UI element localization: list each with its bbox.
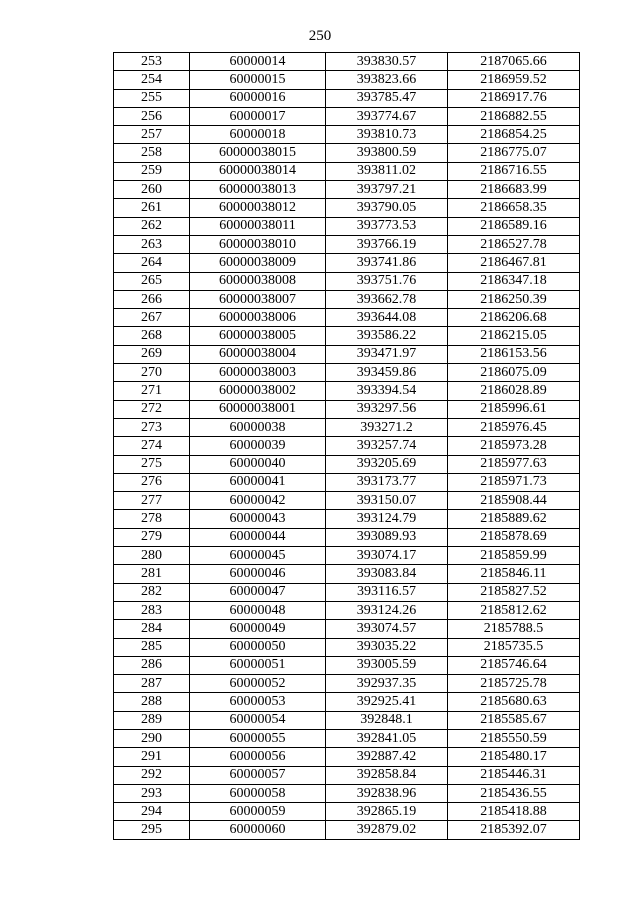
y-coordinate-cell: 2186527.78 <box>448 235 580 253</box>
point-id-cell: 60000040 <box>190 455 326 473</box>
table-row <box>114 766 580 784</box>
table-row <box>114 53 580 71</box>
point-id-cell: 60000015 <box>190 71 326 89</box>
y-coordinate-cell: 2185446.31 <box>448 766 580 784</box>
table-row <box>114 144 580 162</box>
x-coordinate-cell: 392887.42 <box>326 748 448 766</box>
point-number-cell: 284 <box>114 620 190 638</box>
point-id-cell: 60000038009 <box>190 254 326 272</box>
x-coordinate-cell: 393089.93 <box>326 528 448 546</box>
x-coordinate-cell: 393810.73 <box>326 126 448 144</box>
point-number-cell: 276 <box>114 473 190 491</box>
y-coordinate-cell: 2186775.07 <box>448 144 580 162</box>
table-row <box>114 437 580 455</box>
point-number-cell: 271 <box>114 382 190 400</box>
table-row <box>114 620 580 638</box>
point-number-cell: 265 <box>114 272 190 290</box>
y-coordinate-cell: 2186075.09 <box>448 364 580 382</box>
y-coordinate-cell: 2185908.44 <box>448 492 580 510</box>
y-coordinate-cell: 2185996.61 <box>448 400 580 418</box>
point-id-cell: 60000038015 <box>190 144 326 162</box>
point-number-cell: 291 <box>114 748 190 766</box>
table-row <box>114 327 580 345</box>
table-body <box>114 53 580 840</box>
point-id-cell: 60000038013 <box>190 181 326 199</box>
point-number-cell: 257 <box>114 126 190 144</box>
y-coordinate-cell: 2185859.99 <box>448 547 580 565</box>
point-number-cell: 256 <box>114 107 190 125</box>
point-number-cell: 255 <box>114 89 190 107</box>
table-row <box>114 455 580 473</box>
y-coordinate-cell: 2186882.55 <box>448 107 580 125</box>
point-number-cell: 274 <box>114 437 190 455</box>
x-coordinate-cell: 393741.86 <box>326 254 448 272</box>
table-row <box>114 254 580 272</box>
table-row <box>114 528 580 546</box>
point-id-cell: 60000047 <box>190 583 326 601</box>
point-number-cell: 287 <box>114 675 190 693</box>
table-row <box>114 400 580 418</box>
x-coordinate-cell: 393644.08 <box>326 309 448 327</box>
table-row <box>114 199 580 217</box>
y-coordinate-cell: 2185480.17 <box>448 748 580 766</box>
point-number-cell: 295 <box>114 821 190 839</box>
page-number: 250 <box>308 28 332 44</box>
point-id-cell: 60000038008 <box>190 272 326 290</box>
y-coordinate-cell: 2186959.52 <box>448 71 580 89</box>
y-coordinate-cell: 2185846.11 <box>448 565 580 583</box>
table-row <box>114 272 580 290</box>
point-number-cell: 278 <box>114 510 190 528</box>
point-number-cell: 288 <box>114 693 190 711</box>
table-row <box>114 181 580 199</box>
x-coordinate-cell: 392865.19 <box>326 803 448 821</box>
y-coordinate-cell: 2185735.5 <box>448 638 580 656</box>
point-number-cell: 270 <box>114 364 190 382</box>
x-coordinate-cell: 393751.76 <box>326 272 448 290</box>
x-coordinate-cell: 393035.22 <box>326 638 448 656</box>
y-coordinate-cell: 2185746.64 <box>448 656 580 674</box>
table-row <box>114 601 580 619</box>
point-id-cell: 60000038012 <box>190 199 326 217</box>
table-row <box>114 89 580 107</box>
point-id-cell: 60000045 <box>190 547 326 565</box>
table-row <box>114 729 580 747</box>
x-coordinate-cell: 393173.77 <box>326 473 448 491</box>
y-coordinate-cell: 2186028.89 <box>448 382 580 400</box>
y-coordinate-cell: 2185878.69 <box>448 528 580 546</box>
x-coordinate-cell: 393005.59 <box>326 656 448 674</box>
x-coordinate-cell: 393662.78 <box>326 290 448 308</box>
x-coordinate-cell: 393800.59 <box>326 144 448 162</box>
point-id-cell: 60000055 <box>190 729 326 747</box>
table-row <box>114 583 580 601</box>
x-coordinate-cell: 393811.02 <box>326 162 448 180</box>
table-row <box>114 473 580 491</box>
y-coordinate-cell: 2185550.59 <box>448 729 580 747</box>
y-coordinate-cell: 2187065.66 <box>448 53 580 71</box>
y-coordinate-cell: 2186589.16 <box>448 217 580 235</box>
table-row <box>114 711 580 729</box>
y-coordinate-cell: 2185977.63 <box>448 455 580 473</box>
table-row <box>114 693 580 711</box>
point-number-cell: 260 <box>114 181 190 199</box>
x-coordinate-cell: 393083.84 <box>326 565 448 583</box>
y-coordinate-cell: 2185788.5 <box>448 620 580 638</box>
y-coordinate-cell: 2186658.35 <box>448 199 580 217</box>
point-id-cell: 60000017 <box>190 107 326 125</box>
point-number-cell: 262 <box>114 217 190 235</box>
point-number-cell: 263 <box>114 235 190 253</box>
point-number-cell: 289 <box>114 711 190 729</box>
point-number-cell: 280 <box>114 547 190 565</box>
table-row <box>114 821 580 839</box>
point-id-cell: 60000057 <box>190 766 326 784</box>
x-coordinate-cell: 392841.05 <box>326 729 448 747</box>
point-id-cell: 60000051 <box>190 656 326 674</box>
point-number-cell: 266 <box>114 290 190 308</box>
table-row <box>114 492 580 510</box>
table-row <box>114 126 580 144</box>
point-number-cell: 286 <box>114 656 190 674</box>
point-id-cell: 60000038006 <box>190 309 326 327</box>
x-coordinate-cell: 392858.84 <box>326 766 448 784</box>
x-coordinate-cell: 392848.1 <box>326 711 448 729</box>
point-number-cell: 275 <box>114 455 190 473</box>
point-id-cell: 60000038001 <box>190 400 326 418</box>
table-row <box>114 162 580 180</box>
table-row <box>114 309 580 327</box>
x-coordinate-cell: 393471.97 <box>326 345 448 363</box>
table-row <box>114 675 580 693</box>
table-row <box>114 418 580 436</box>
point-id-cell: 60000044 <box>190 528 326 546</box>
point-id-cell: 60000038003 <box>190 364 326 382</box>
y-coordinate-cell: 2186206.68 <box>448 309 580 327</box>
y-coordinate-cell: 2185976.45 <box>448 418 580 436</box>
point-number-cell: 258 <box>114 144 190 162</box>
point-number-cell: 292 <box>114 766 190 784</box>
point-number-cell: 253 <box>114 53 190 71</box>
table-row <box>114 803 580 821</box>
x-coordinate-cell: 393124.79 <box>326 510 448 528</box>
table-row <box>114 656 580 674</box>
x-coordinate-cell: 392879.02 <box>326 821 448 839</box>
point-number-cell: 285 <box>114 638 190 656</box>
point-id-cell: 60000014 <box>190 53 326 71</box>
point-number-cell: 267 <box>114 309 190 327</box>
x-coordinate-cell: 392838.96 <box>326 784 448 802</box>
coordinates-table <box>113 52 580 840</box>
x-coordinate-cell: 393205.69 <box>326 455 448 473</box>
point-number-cell: 293 <box>114 784 190 802</box>
y-coordinate-cell: 2185418.88 <box>448 803 580 821</box>
point-number-cell: 259 <box>114 162 190 180</box>
x-coordinate-cell: 393785.47 <box>326 89 448 107</box>
point-id-cell: 60000049 <box>190 620 326 638</box>
x-coordinate-cell: 392937.35 <box>326 675 448 693</box>
table-row <box>114 748 580 766</box>
x-coordinate-cell: 393797.21 <box>326 181 448 199</box>
point-id-cell: 60000038011 <box>190 217 326 235</box>
x-coordinate-cell: 393124.26 <box>326 601 448 619</box>
point-id-cell: 60000038007 <box>190 290 326 308</box>
x-coordinate-cell: 393766.19 <box>326 235 448 253</box>
table-row <box>114 235 580 253</box>
table-row <box>114 71 580 89</box>
y-coordinate-cell: 2186467.81 <box>448 254 580 272</box>
y-coordinate-cell: 2186716.55 <box>448 162 580 180</box>
table-row <box>114 345 580 363</box>
y-coordinate-cell: 2185889.62 <box>448 510 580 528</box>
point-number-cell: 272 <box>114 400 190 418</box>
point-id-cell: 60000056 <box>190 748 326 766</box>
x-coordinate-cell: 393271.2 <box>326 418 448 436</box>
y-coordinate-cell: 2185812.62 <box>448 601 580 619</box>
x-coordinate-cell: 393297.56 <box>326 400 448 418</box>
point-id-cell: 60000050 <box>190 638 326 656</box>
y-coordinate-cell: 2185436.55 <box>448 784 580 802</box>
point-id-cell: 60000039 <box>190 437 326 455</box>
point-number-cell: 264 <box>114 254 190 272</box>
table-row <box>114 638 580 656</box>
point-id-cell: 60000041 <box>190 473 326 491</box>
y-coordinate-cell: 2185971.73 <box>448 473 580 491</box>
point-number-cell: 281 <box>114 565 190 583</box>
point-id-cell: 60000038010 <box>190 235 326 253</box>
y-coordinate-cell: 2186153.56 <box>448 345 580 363</box>
y-coordinate-cell: 2185973.28 <box>448 437 580 455</box>
table-row <box>114 547 580 565</box>
y-coordinate-cell: 2185827.52 <box>448 583 580 601</box>
x-coordinate-cell: 393074.17 <box>326 547 448 565</box>
y-coordinate-cell: 2185680.63 <box>448 693 580 711</box>
x-coordinate-cell: 393823.66 <box>326 71 448 89</box>
table-row <box>114 217 580 235</box>
table-row <box>114 107 580 125</box>
x-coordinate-cell: 393459.86 <box>326 364 448 382</box>
y-coordinate-cell: 2186347.18 <box>448 272 580 290</box>
point-id-cell: 60000042 <box>190 492 326 510</box>
x-coordinate-cell: 392925.41 <box>326 693 448 711</box>
x-coordinate-cell: 393790.05 <box>326 199 448 217</box>
point-id-cell: 60000038 <box>190 418 326 436</box>
x-coordinate-cell: 393257.74 <box>326 437 448 455</box>
point-id-cell: 60000018 <box>190 126 326 144</box>
point-id-cell: 60000053 <box>190 693 326 711</box>
x-coordinate-cell: 393773.53 <box>326 217 448 235</box>
table-row <box>114 784 580 802</box>
point-number-cell: 283 <box>114 601 190 619</box>
x-coordinate-cell: 393830.57 <box>326 53 448 71</box>
point-number-cell: 273 <box>114 418 190 436</box>
y-coordinate-cell: 2186683.99 <box>448 181 580 199</box>
table-row <box>114 364 580 382</box>
point-number-cell: 294 <box>114 803 190 821</box>
point-id-cell: 60000058 <box>190 784 326 802</box>
point-id-cell: 60000038005 <box>190 327 326 345</box>
point-number-cell: 282 <box>114 583 190 601</box>
x-coordinate-cell: 393150.07 <box>326 492 448 510</box>
x-coordinate-cell: 393116.57 <box>326 583 448 601</box>
table-row <box>114 290 580 308</box>
point-number-cell: 290 <box>114 729 190 747</box>
point-number-cell: 261 <box>114 199 190 217</box>
point-number-cell: 254 <box>114 71 190 89</box>
y-coordinate-cell: 2186917.76 <box>448 89 580 107</box>
y-coordinate-cell: 2185392.07 <box>448 821 580 839</box>
table-row <box>114 382 580 400</box>
point-id-cell: 60000052 <box>190 675 326 693</box>
table-row <box>114 565 580 583</box>
point-number-cell: 268 <box>114 327 190 345</box>
point-id-cell: 60000038002 <box>190 382 326 400</box>
point-id-cell: 60000054 <box>190 711 326 729</box>
point-id-cell: 60000043 <box>190 510 326 528</box>
x-coordinate-cell: 393774.67 <box>326 107 448 125</box>
point-number-cell: 269 <box>114 345 190 363</box>
point-id-cell: 60000016 <box>190 89 326 107</box>
point-number-cell: 277 <box>114 492 190 510</box>
x-coordinate-cell: 393394.54 <box>326 382 448 400</box>
x-coordinate-cell: 393074.57 <box>326 620 448 638</box>
point-id-cell: 60000048 <box>190 601 326 619</box>
y-coordinate-cell: 2185725.78 <box>448 675 580 693</box>
y-coordinate-cell: 2186250.39 <box>448 290 580 308</box>
point-id-cell: 60000038014 <box>190 162 326 180</box>
y-coordinate-cell: 2186854.25 <box>448 126 580 144</box>
point-id-cell: 60000059 <box>190 803 326 821</box>
y-coordinate-cell: 2185585.67 <box>448 711 580 729</box>
y-coordinate-cell: 2186215.05 <box>448 327 580 345</box>
x-coordinate-cell: 393586.22 <box>326 327 448 345</box>
table-row <box>114 510 580 528</box>
point-id-cell: 60000046 <box>190 565 326 583</box>
point-id-cell: 60000038004 <box>190 345 326 363</box>
point-number-cell: 279 <box>114 528 190 546</box>
point-id-cell: 60000060 <box>190 821 326 839</box>
